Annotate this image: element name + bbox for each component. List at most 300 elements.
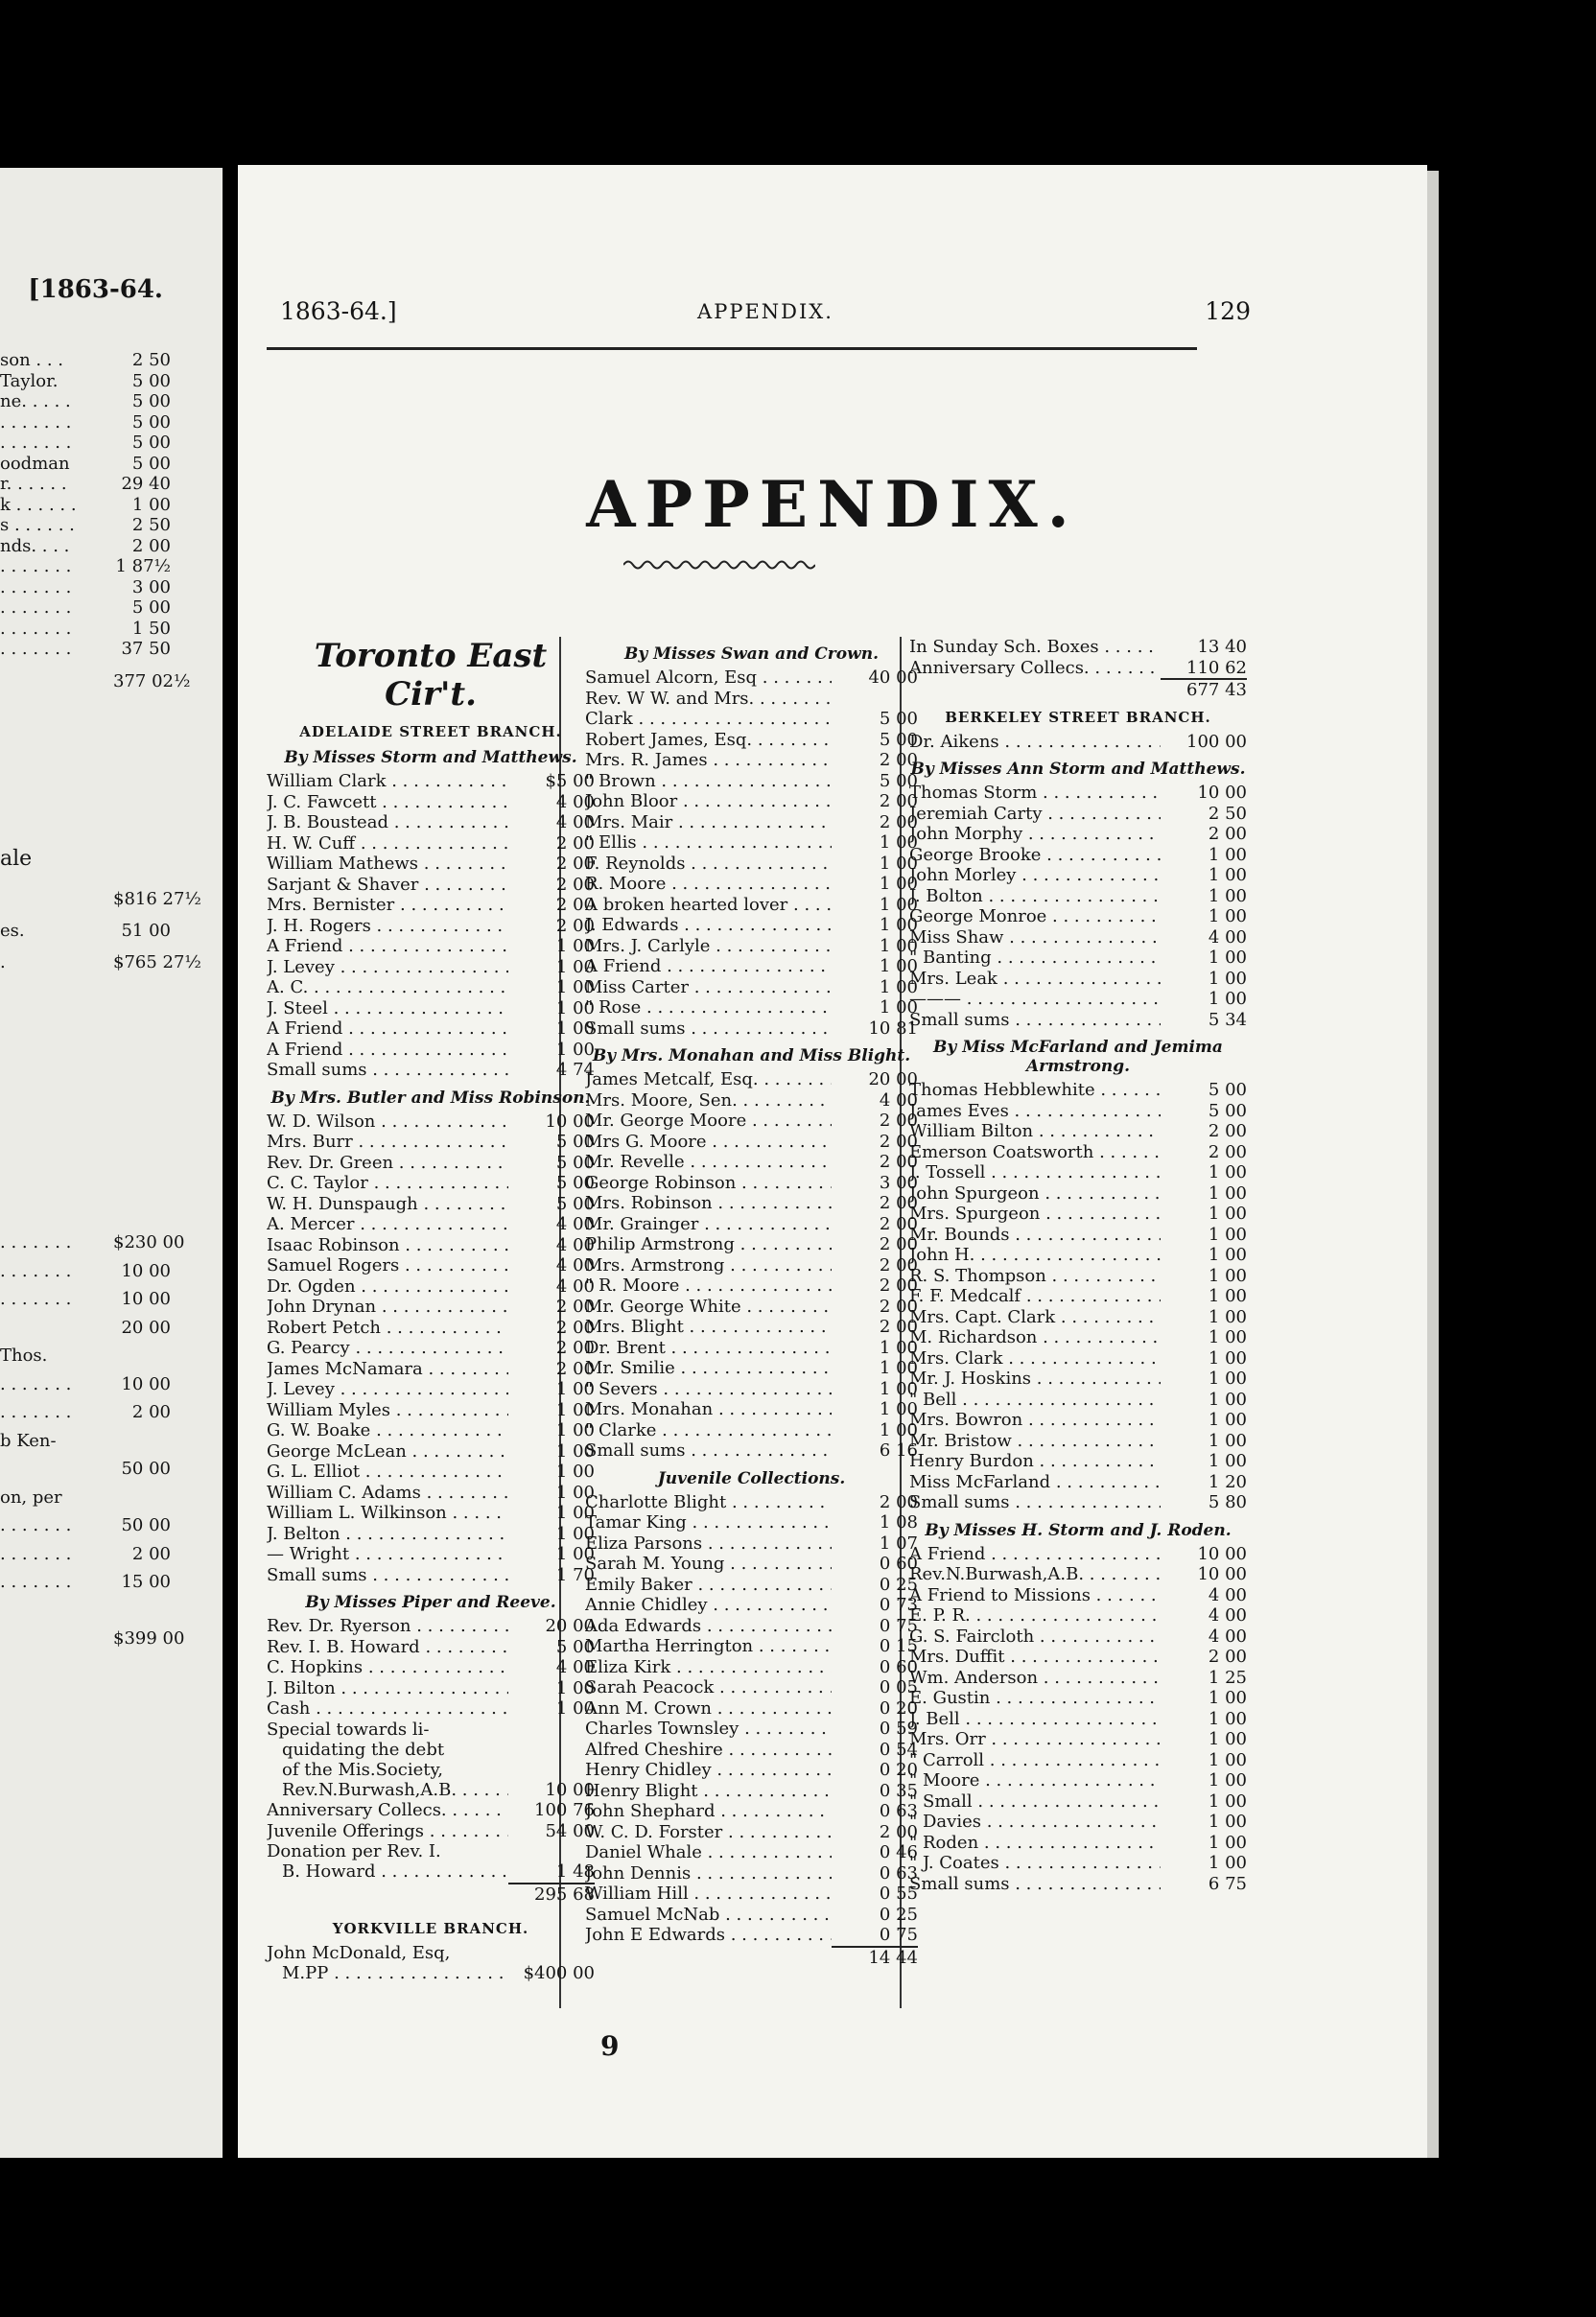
entry-amount: 0 25 xyxy=(879,1904,918,1925)
entry-name: F. Reynolds . . . xyxy=(585,854,832,874)
list-item xyxy=(267,1255,595,1276)
entry-amount: 1 00 xyxy=(879,874,918,894)
list-item xyxy=(585,1905,918,1926)
list-item xyxy=(267,1338,595,1359)
entry-name: Sarah M. Young . . . xyxy=(585,1554,832,1574)
entry-amount: 2 00 xyxy=(555,1317,595,1338)
list-item xyxy=(585,1297,918,1318)
list-item xyxy=(267,916,595,937)
entry-amount: 40 00 xyxy=(868,667,918,688)
entry-name: k . . . . . . xyxy=(0,494,77,515)
entry-amount: 1 00 xyxy=(555,936,595,956)
entry-name: William Hill . . . xyxy=(585,1884,832,1904)
entry-name: Taylor. xyxy=(0,370,59,391)
entry-amount: 1 00 xyxy=(879,976,918,997)
entry-name: A broken hearted lover . . . xyxy=(585,895,832,915)
entry-name: Small sums . . . xyxy=(585,1440,832,1461)
entry-name: Mrs G. Moore . . . xyxy=(585,1132,832,1152)
page-number: 129 xyxy=(1205,297,1251,325)
entry-amount: 1 00 xyxy=(1208,865,1247,885)
entry-amount: 1 00 xyxy=(1208,1410,1247,1430)
entry-name: Eliza Kirk . . . xyxy=(585,1657,832,1677)
list-item xyxy=(585,1090,918,1112)
left-page-row xyxy=(0,670,191,691)
entry-amount: 2 50 xyxy=(131,350,171,370)
entry-name: son . . . xyxy=(0,350,63,370)
entry-name: Clark . . . xyxy=(585,709,832,729)
entry-amount: 2 00 xyxy=(879,1213,918,1234)
entry-amount: $400 00 xyxy=(523,1963,595,1983)
entry-amount: 1 00 xyxy=(555,1420,595,1440)
entry-amount: 2 50 xyxy=(1208,803,1247,824)
entry-name xyxy=(0,1318,113,1338)
entry-name: H. W. Cuff . . . xyxy=(267,833,508,854)
entry-name: J. C. Fawcett . . . xyxy=(267,792,508,812)
entry-amount: 1 00 xyxy=(879,894,918,915)
entry-amount: 10 00 xyxy=(1197,1543,1247,1564)
entry-name: J. Steel . . . xyxy=(267,998,508,1018)
left-page-row xyxy=(0,952,201,972)
entry-name: George Robinson . . . xyxy=(585,1173,832,1193)
list-item xyxy=(909,1369,1247,1390)
page-title: APPENDIX. xyxy=(586,467,1079,542)
entry-amount: 37 50 xyxy=(121,639,171,659)
entry-amount: 1 00 xyxy=(1208,968,1247,989)
entry-amount: 0 20 xyxy=(879,1697,918,1719)
entry-amount: 5 00 xyxy=(555,1132,595,1152)
entry-amount: 1 00 xyxy=(555,1503,595,1523)
left-page-row xyxy=(0,1232,185,1252)
entry-amount: 4 00 xyxy=(555,1276,595,1297)
left-page-row xyxy=(0,391,171,411)
entry-name: Annie Chidley . . . xyxy=(585,1595,832,1615)
appendix-page xyxy=(238,165,1427,2158)
entry-amount: 2 00 xyxy=(879,1317,918,1337)
entry-amount: 1 00 xyxy=(1208,844,1247,865)
entry-amount: 5 00 xyxy=(555,1636,595,1657)
entry-amount: 1 00 xyxy=(1208,1853,1247,1873)
entry-amount: 2 00 xyxy=(879,1296,918,1317)
entry-amount: 5 34 xyxy=(1208,1009,1247,1030)
entry-amount: 1 00 xyxy=(879,1358,918,1378)
entry-name: Dr. Brent . . . xyxy=(585,1338,832,1358)
entry-amount: 1 00 xyxy=(1208,1749,1247,1770)
left-page-row xyxy=(0,1459,171,1479)
list-item xyxy=(909,1874,1247,1895)
page-edge xyxy=(1427,171,1439,2158)
collector-heading: Juvenile Collections. xyxy=(657,1468,846,1488)
entry-name: Small sums . . . xyxy=(909,1874,1161,1894)
left-page-row xyxy=(0,1318,171,1338)
entry-name: Ada Edwards . . . xyxy=(585,1616,832,1636)
left-page-row xyxy=(0,1402,171,1422)
special-note-line: quidating the debt xyxy=(282,1739,445,1760)
entry-amount: 2 00 xyxy=(555,1297,595,1317)
entry-amount: 4 00 xyxy=(1208,926,1247,948)
entry-name: " Ellis . . . xyxy=(585,832,832,853)
entry-name: " Carroll . . . xyxy=(909,1750,1161,1770)
list-item xyxy=(585,1420,918,1441)
list-item xyxy=(909,1286,1247,1307)
list-item xyxy=(909,1010,1247,1031)
entry-amount: 5 00 xyxy=(1208,1100,1247,1121)
entry-name: Samuel Rogers . . . xyxy=(267,1255,508,1276)
entry-amount: 2 00 xyxy=(879,1254,918,1276)
left-page-row xyxy=(0,536,171,556)
list-item xyxy=(267,854,595,875)
left-page-row xyxy=(0,1515,171,1535)
branch-heading: BERKELEY STREET BRANCH. xyxy=(945,708,1211,726)
entry-name: G. L. Elliot . . . xyxy=(267,1462,508,1482)
total-amount: 677 43 xyxy=(1161,678,1247,700)
collector-heading: By Misses H. Storm and J. Roden. xyxy=(925,1520,1232,1540)
entry-name: G. Pearcy . . . xyxy=(267,1338,508,1358)
entry-name: John Spurgeon . . . xyxy=(909,1183,1161,1204)
list-item xyxy=(909,1544,1247,1565)
entry-name: Ann M. Crown . . . xyxy=(585,1698,832,1719)
entry-name: Mr. J. Hoskins . . . xyxy=(909,1369,1161,1389)
entry-amount: 2 00 xyxy=(879,1276,918,1296)
left-page-row xyxy=(0,1628,185,1649)
entry-name: Cash . . . xyxy=(267,1698,508,1719)
branch-heading: YORKVILLE BRANCH. xyxy=(332,1920,529,1937)
list-item xyxy=(267,977,595,998)
column-two xyxy=(585,637,918,1966)
entry-amount: 5 00 xyxy=(555,1193,595,1214)
entry-amount: 2 00 xyxy=(131,1543,171,1564)
entry-amount: 1 00 xyxy=(555,1544,595,1564)
entry-name: J. Bilton . . . xyxy=(267,1678,508,1698)
list-item xyxy=(909,1410,1247,1431)
list-item xyxy=(585,1317,918,1338)
list-item xyxy=(909,783,1247,804)
list-item xyxy=(267,957,595,978)
list-item xyxy=(267,833,595,854)
entry-name: A Friend . . . xyxy=(267,1040,508,1060)
entry-amount: 50 00 xyxy=(121,1515,171,1535)
entry-name: John Bloor . . . xyxy=(585,791,832,811)
entry-name: . . . . . . . xyxy=(0,597,72,618)
list-item xyxy=(909,824,1247,845)
entry-name: b Ken- xyxy=(0,1430,57,1451)
entry-name: " Rose . . . xyxy=(585,997,832,1018)
entry-amount: 0 59 xyxy=(879,1719,918,1739)
entry-amount: 1 70 xyxy=(555,1564,595,1585)
entry-name: Dr. Ogden . . . xyxy=(267,1276,508,1297)
entry-amount: 1 00 xyxy=(879,1378,918,1399)
list-item xyxy=(909,1833,1247,1854)
entry-name: . . . . . . . xyxy=(0,1515,72,1535)
entry-name: Small sums . . . xyxy=(267,1565,508,1585)
entry-name: " Roden . . . xyxy=(909,1833,1161,1853)
list-item xyxy=(909,1307,1247,1328)
header-rule xyxy=(267,347,1197,350)
list-item xyxy=(585,812,918,833)
entry-name: Mr. Grainger . . . xyxy=(585,1214,832,1234)
entry-name: Martha Herrington . . . xyxy=(585,1636,832,1656)
list-item xyxy=(267,1524,595,1545)
entry-name: J. B. Boustead . . . xyxy=(267,812,508,832)
entry-amount: 1 00 xyxy=(1208,1204,1247,1224)
left-page-row xyxy=(0,639,171,659)
list-item xyxy=(585,689,918,710)
entry-amount: 29 40 xyxy=(121,474,171,494)
entry-name: A Friend to Missions . . . xyxy=(909,1585,1161,1605)
entry-name: " Brown . . . xyxy=(585,771,832,791)
list-item xyxy=(267,1483,595,1504)
list-item xyxy=(585,1616,918,1637)
entry-amount: 2 00 xyxy=(879,1152,918,1172)
entry-name: Mrs. Bowron . . . xyxy=(909,1410,1161,1430)
list-item xyxy=(267,1359,595,1380)
entry-amount: 4 00 xyxy=(1208,1626,1247,1647)
entry-name: William Mathews . . . xyxy=(267,854,508,874)
entry-amount: 2 00 xyxy=(879,1193,918,1213)
entry-amount: 5 00 xyxy=(131,433,171,453)
list-item xyxy=(267,1657,595,1678)
list-item xyxy=(585,1781,918,1802)
list-item xyxy=(267,1173,595,1194)
list-item xyxy=(267,1637,595,1658)
list-item xyxy=(909,1812,1247,1833)
left-page-row xyxy=(0,371,171,391)
entry-name: . . . . . . . xyxy=(0,411,72,433)
entry-name: Emerson Coatsworth . . . xyxy=(909,1142,1161,1162)
list-item xyxy=(267,1821,595,1842)
list-item xyxy=(909,1204,1247,1225)
entry-amount: 0 63 xyxy=(879,1862,918,1884)
list-item xyxy=(267,1132,595,1153)
list-item xyxy=(267,936,595,957)
entry-amount: 2 00 xyxy=(879,811,918,832)
entry-name: William Myles . . . xyxy=(267,1400,508,1420)
entry-amount: 0 55 xyxy=(879,1884,918,1904)
entry-amount: 4 00 xyxy=(555,1214,595,1234)
entry-amount xyxy=(113,1601,171,1621)
list-item xyxy=(267,1678,595,1699)
entry-amount: 2 00 xyxy=(1208,1121,1247,1141)
list-item xyxy=(909,1431,1247,1452)
list-item xyxy=(909,637,1247,658)
special-note-line: of the Mis.Society, xyxy=(282,1759,443,1780)
list-item xyxy=(585,1379,918,1400)
list-item xyxy=(267,1214,595,1235)
list-item xyxy=(909,1101,1247,1122)
entry-name: A Friend . . . xyxy=(585,956,832,976)
entry-amount: 0 75 xyxy=(879,1615,918,1636)
entry-name: Mrs. Bernister . . . xyxy=(267,895,508,915)
entry-amount: 4 00 xyxy=(555,1255,595,1276)
entry-name: J. Levey . . . xyxy=(267,957,508,977)
entry-amount: 2 00 xyxy=(1208,1141,1247,1162)
left-page-row xyxy=(0,474,171,494)
entry-amount: 20 00 xyxy=(868,1069,918,1089)
entry-amount: 20 00 xyxy=(545,1616,595,1636)
entry-amount: 1 00 xyxy=(555,977,595,997)
entry-name: . . . . . . . xyxy=(0,576,72,597)
total-amount: 295 68 xyxy=(508,1883,595,1905)
entry-amount: 5 00 xyxy=(555,1173,595,1193)
list-item xyxy=(585,1512,918,1533)
entry-amount: 110 62 xyxy=(1186,657,1247,678)
list-item xyxy=(909,1266,1247,1287)
entry-amount: 2 00 xyxy=(879,1821,918,1842)
entry-amount: 1 00 xyxy=(1208,1245,1247,1265)
entry-amount: $816 27½ xyxy=(113,889,201,909)
list-item xyxy=(585,915,918,936)
entry-name: William Clark . . . xyxy=(267,771,508,791)
list-item xyxy=(909,1668,1247,1689)
list-item xyxy=(267,1420,595,1441)
entry-amount: 10 00 xyxy=(121,1260,171,1281)
entry-name: Mrs. Monahan . . . xyxy=(585,1399,832,1419)
entry-name: John Shephard . . . xyxy=(585,1801,832,1821)
list-item xyxy=(585,1533,918,1555)
entry-amount: 2 00 xyxy=(1208,1647,1247,1667)
entry-name: Thomas Hebblewhite . . . xyxy=(909,1080,1161,1100)
list-item xyxy=(585,1636,918,1657)
entry-amount: 50 00 xyxy=(121,1459,171,1479)
entry-name: Mrs. Moore, Sen. . . . xyxy=(585,1090,832,1111)
page-header xyxy=(280,297,1251,330)
entry-name: oodman xyxy=(0,453,70,474)
list-item xyxy=(909,906,1247,927)
entry-amount: 5 00 xyxy=(1208,1080,1247,1100)
entry-name: M. Richardson . . . xyxy=(909,1327,1161,1347)
list-item xyxy=(267,1040,595,1061)
entry-name: Charlotte Blight . . . xyxy=(585,1492,832,1512)
list-item xyxy=(909,1472,1247,1493)
list-item xyxy=(585,1338,918,1359)
left-page-row xyxy=(0,597,171,618)
entry-amount: 1 00 xyxy=(1208,1306,1247,1327)
entry-name xyxy=(0,671,113,691)
list-item xyxy=(585,1595,918,1616)
entry-amount xyxy=(113,1487,171,1508)
entry-name: on, per xyxy=(0,1486,62,1508)
donation-line: Donation per Rev. I. xyxy=(267,1841,441,1861)
list-item xyxy=(585,895,918,916)
entry-name: A Friend . . . xyxy=(909,1544,1161,1564)
entry-name: John Drynan . . . xyxy=(267,1297,508,1317)
entry-name: J. Bolton . . . xyxy=(909,886,1161,906)
entry-amount: 2 00 xyxy=(879,791,918,811)
list-item xyxy=(267,1297,595,1318)
entry-name: . . . . . . . xyxy=(0,639,72,659)
entry-name: Mrs. Burr . . . xyxy=(267,1132,508,1152)
list-item xyxy=(909,804,1247,825)
collector-heading: By Mrs. Monahan and Miss Blight. xyxy=(592,1046,911,1065)
entry-amount: 100 00 xyxy=(1186,731,1247,752)
entry-amount: 1 00 xyxy=(131,494,171,515)
total-amount: 14 44 xyxy=(832,1946,918,1968)
entry-name: Isaac Robinson . . . xyxy=(267,1235,508,1255)
left-page-fragment: ale xyxy=(0,847,33,871)
entry-amount: 1 00 xyxy=(1208,1832,1247,1853)
list-item xyxy=(585,1255,918,1276)
entry-amount: 2 00 xyxy=(555,915,595,936)
list-item xyxy=(909,1585,1247,1606)
entry-name: J. Levey . . . xyxy=(267,1379,508,1399)
entry-amount: 1 00 xyxy=(879,1399,918,1419)
entry-name: Robert Petch . . . xyxy=(267,1318,508,1338)
entry-name: ne. . . . . xyxy=(0,391,71,411)
entry-amount: 1 00 xyxy=(555,1039,595,1060)
collector-heading: By Miss McFarland and Jemima Armstrong. xyxy=(933,1038,1223,1076)
entry-name: " J. Coates . . . xyxy=(909,1853,1161,1873)
column-one xyxy=(267,637,595,1984)
list-item xyxy=(585,709,918,730)
entry-name: Mrs. Mair . . . xyxy=(585,812,832,832)
special-note-line: Special towards li- xyxy=(267,1719,430,1740)
entry-amount: 54 00 xyxy=(545,1820,595,1841)
list-item xyxy=(585,1801,918,1822)
list-item xyxy=(267,1276,595,1298)
entry-amount: 4 74 xyxy=(555,1060,595,1080)
left-page-row xyxy=(0,454,171,474)
entry-amount: 2 00 xyxy=(555,874,595,895)
running-head: APPENDIX. xyxy=(697,300,833,323)
entry-name: Mrs. Spurgeon . . . xyxy=(909,1204,1161,1224)
entry-name: James McNamara . . . xyxy=(267,1359,508,1379)
list-item xyxy=(267,1503,595,1524)
list-item xyxy=(585,730,918,751)
entry-name: Small sums . . . xyxy=(585,1018,832,1039)
entry-name: Daniel Whale . . . xyxy=(585,1842,832,1862)
entry-amount: 6 16 xyxy=(879,1440,918,1461)
entry-name: Small sums . . . xyxy=(267,1060,508,1080)
entry-name: Mrs. Capt. Clark . . . xyxy=(909,1307,1161,1327)
entry-amount: 1 00 xyxy=(555,1698,595,1719)
list-item xyxy=(909,1770,1247,1791)
entry-name: E. P. R. . . . xyxy=(909,1605,1161,1626)
entry-name: In Sunday Sch. Boxes . . . xyxy=(909,637,1161,657)
entry-amount: 1 00 xyxy=(1208,1812,1247,1832)
list-item xyxy=(585,1018,918,1040)
list-item xyxy=(585,1111,918,1132)
entry-amount: 3 00 xyxy=(879,1172,918,1193)
entry-name: Henry Chidley . . . xyxy=(585,1760,832,1780)
entry-name: Henry Blight . . . xyxy=(585,1781,832,1801)
list-item xyxy=(585,667,918,689)
entry-amount: $399 00 xyxy=(113,1628,185,1649)
entry-amount: 1 00 xyxy=(879,935,918,956)
entry-name: Charles Townsley . . . xyxy=(585,1719,832,1739)
list-item xyxy=(267,792,595,813)
entry-amount: 5 00 xyxy=(131,411,171,433)
entry-amount: 1 00 xyxy=(1208,1688,1247,1708)
list-item xyxy=(585,791,918,812)
entry-name: Mrs. Leak . . . xyxy=(909,969,1161,989)
entry-name: George Brooke . . . xyxy=(909,845,1161,865)
special-rows xyxy=(267,1780,595,1842)
entry-amount: 10 00 xyxy=(545,1111,595,1132)
entry-name: J. H. Rogers . . . xyxy=(267,916,508,936)
entry-amount: 1 00 xyxy=(555,1399,595,1420)
left-page-row xyxy=(0,515,171,535)
list-item xyxy=(585,1440,918,1462)
entry-name: John Morley . . . xyxy=(909,865,1161,885)
entry-name: " Clarke . . . xyxy=(585,1420,832,1440)
entry-name: William Bilton . . . xyxy=(909,1121,1161,1141)
entry-name: Miss McFarland . . . xyxy=(909,1472,1161,1492)
entry-amount: 4 00 xyxy=(555,1657,595,1677)
entry-name: " Banting . . . xyxy=(909,948,1161,968)
entry-name: . xyxy=(0,952,6,972)
entry-name: " Davies . . . xyxy=(909,1812,1161,1832)
list-item xyxy=(585,1399,918,1420)
entry-amount: 1 00 xyxy=(879,915,918,935)
